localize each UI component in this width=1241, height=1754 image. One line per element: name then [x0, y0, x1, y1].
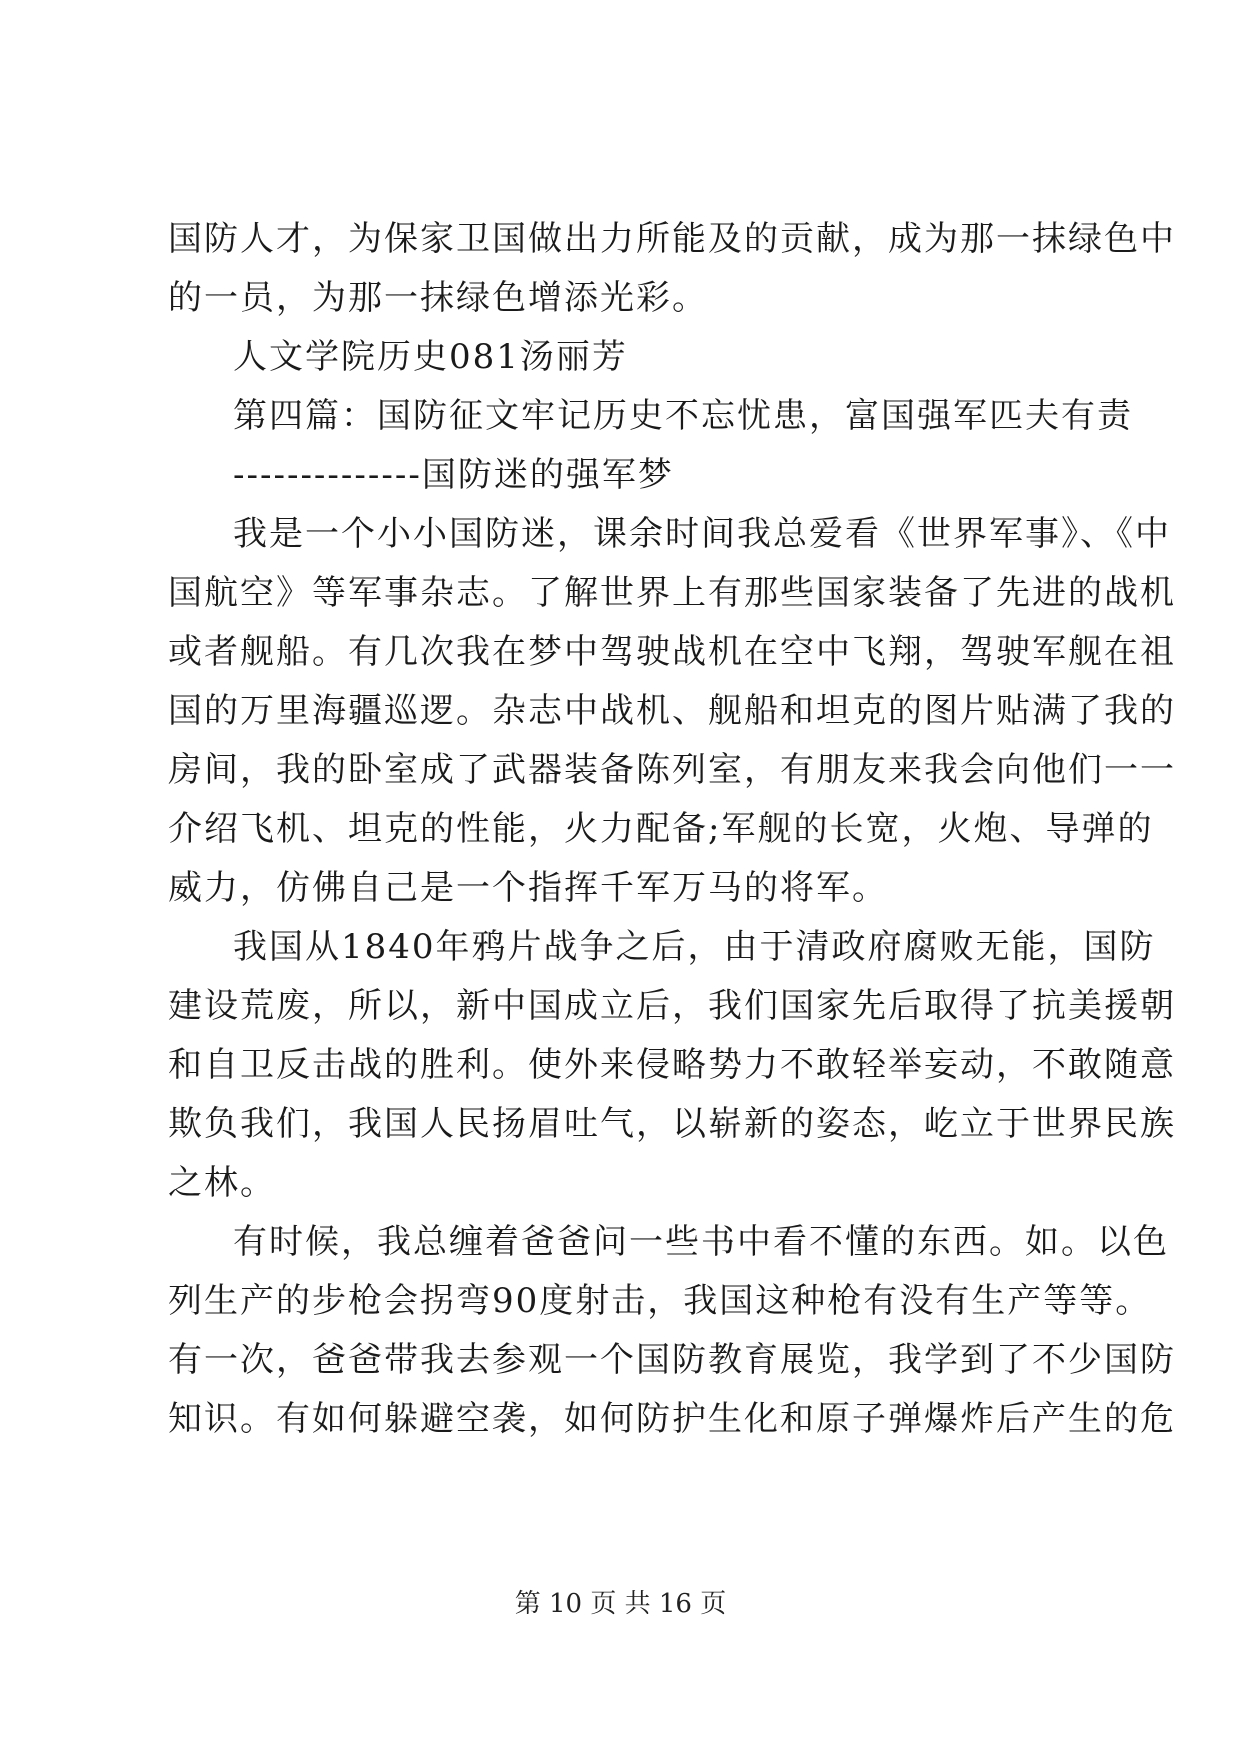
- text-line: 之林。: [168, 1163, 276, 1203]
- text-line: 和自卫反击战的胜利。使外来侵略势力不敢轻举妄动，不敢随意: [168, 1045, 1176, 1085]
- text-line: 的一员，为那一抹绿色增添光彩。: [168, 278, 708, 318]
- text-line: 房间，我的卧室成了武器装备陈列室，有朋友来我会向他们一一: [168, 750, 1176, 790]
- text-line: 介绍飞机、坦克的性能，火力配备;军舰的长宽，火炮、导弹的: [168, 809, 1154, 849]
- text-line: 威力，仿佛自己是一个指挥千军万马的将军。: [168, 868, 888, 908]
- section-subtitle: --------------国防迷的强军梦: [233, 455, 674, 495]
- page-footer: [0, 1588, 1241, 1620]
- text-line: 国防人才，为保家卫国做出力所能及的贡献，成为那一抹绿色中: [168, 219, 1176, 259]
- text-line: 我国从1840年鸦片战争之后，由于清政府腐败无能，国防: [233, 927, 1156, 967]
- text-line: 知识。有如何躲避空袭，如何防护生化和原子弹爆炸后产生的危: [168, 1399, 1176, 1439]
- text-line: 或者舰船。有几次我在梦中驾驶战机在空中飞翔，驾驶军舰在祖: [168, 632, 1176, 672]
- text-line: 国航空》等军事杂志。了解世界上有那些国家装备了先进的战机: [168, 573, 1176, 613]
- text-line: 欺负我们，我国人民扬眉吐气，以崭新的姿态，屹立于世界民族: [168, 1104, 1176, 1144]
- page-number: 第 10 页 共 16 页: [514, 1589, 727, 1619]
- text-line: 建设荒废，所以，新中国成立后，我们国家先后取得了抗美援朝: [168, 986, 1176, 1026]
- author-line: 人文学院历史081汤丽芳: [233, 337, 628, 377]
- text-line: 列生产的步枪会拐弯90度射击，我国这种枪有没有生产等等。: [168, 1281, 1152, 1321]
- text-line: 有一次，爸爸带我去参观一个国防教育展览，我学到了不少国防: [168, 1340, 1176, 1380]
- section-title: 第四篇：国防征文牢记历史不忘忧患，富国强军匹夫有责: [233, 396, 1133, 436]
- text-line: 有时候，我总缠着爸爸问一些书中看不懂的东西。如。以色: [233, 1222, 1169, 1262]
- text-line: 国的万里海疆巡逻。杂志中战机、舰船和坦克的图片贴满了我的: [168, 691, 1176, 731]
- text-line: 我是一个小小国防迷，课余时间我总爱看《世界军事》、《中: [233, 514, 1171, 554]
